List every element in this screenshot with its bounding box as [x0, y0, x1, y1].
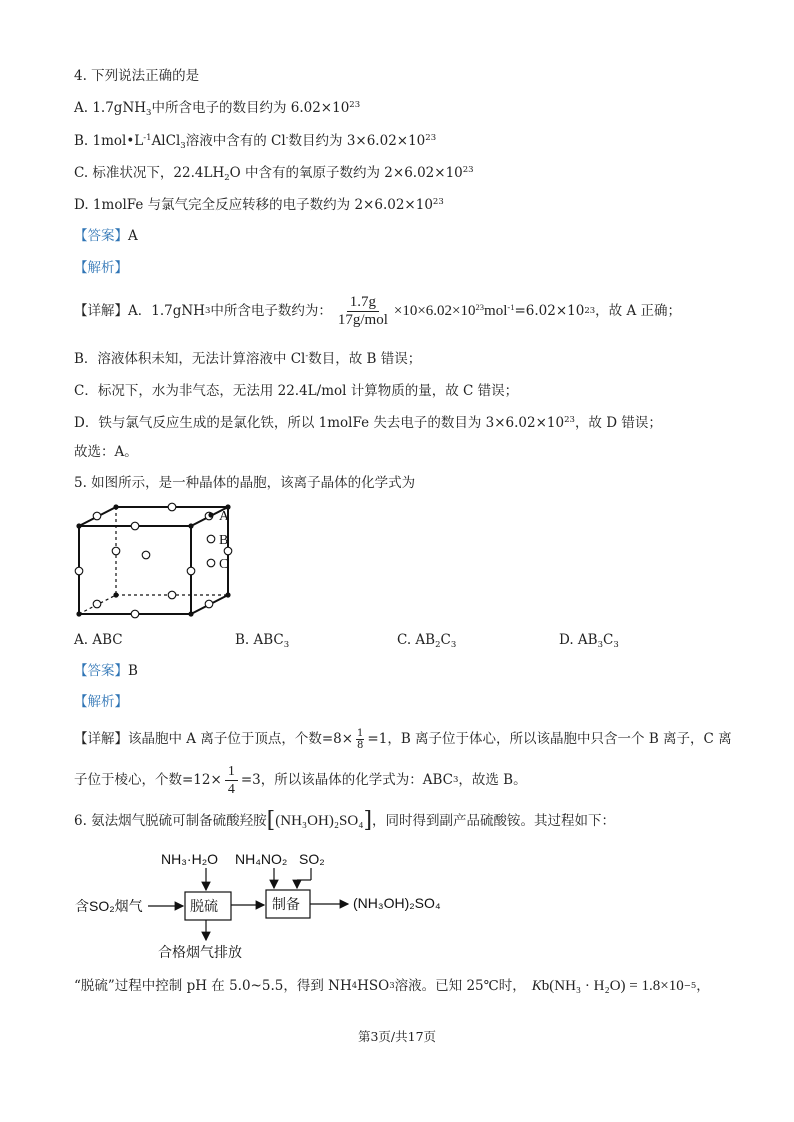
- q4-answer: 【答案】A: [74, 228, 138, 244]
- q5-analysis-tag: 【解析】: [74, 694, 128, 710]
- atom-c: [93, 512, 101, 520]
- q5-detail-1: 【详解】该晶胞中 A 离子位于顶点，个数=8× $\frac{1}{8}$ =1，B 离子位于体心，所以该晶胞中只含一个 B 离子，C 离: [74, 727, 732, 751]
- legend-b-marker: [207, 535, 215, 543]
- atom-c: [75, 567, 83, 575]
- q5-answer: 【答案】B: [74, 663, 138, 679]
- atom-a: [225, 592, 230, 597]
- page-footer: 第3页/共17页: [357, 1029, 437, 1044]
- q4-analysis-tag: 【解析】: [74, 260, 128, 276]
- atom-c: [187, 567, 195, 575]
- atom-a: [113, 592, 118, 597]
- atom-c: [205, 600, 213, 608]
- q4-detail-d: D．铁与氯气反应生成的是氯化铁，所以 1molFe 失去电子的数目为 $3\times 6.02\times 10^{23}$，故 D 错误；: [74, 415, 662, 431]
- q6-condition: “脱硫”过程中控制 pH 在 5.0~5.5，得到 NH 4 HSO 3 溶液。已知 25℃时， K b (NH₃ · H₂O) = 1.8×10 −5 ，: [74, 978, 710, 994]
- q5-stem: 5. 如图所示，是一种晶体的晶胞，该离子晶体的化学式为: [74, 475, 416, 491]
- q4-stem: 4. 下列说法正确的是: [74, 68, 200, 84]
- crystal-legend: [204, 506, 244, 574]
- q4-detail-b: B．溶液体积未知，无法计算溶液中 Cl-数目，故 B 错误；: [74, 351, 422, 367]
- q6-stem: 6. 氨法烟气脱硫可制备硫酸羟胺 [ (NH₃OH)₂SO₄ ] ，同时得到副产品硫酸铵。其过程如下：: [74, 808, 616, 833]
- q5-detail-2: 子位于棱心，个数=12× $\frac{1}{4}$ =3，所以该晶体的化学式为：ABC 3 ，故选 B。: [74, 763, 527, 797]
- input-ammonia-water: NH₃·H₂O: [161, 851, 219, 867]
- fraction-one-eighth: $\frac{1}{8}$: [357, 727, 364, 751]
- box-preparation-label: 制备: [272, 897, 300, 913]
- q4-detail-c: C．标况下，水为非气态，无法用 22.4L/mol 计算物质的量，故 C 错误；: [74, 383, 519, 399]
- desulfurization-flowchart: [70, 840, 490, 968]
- legend-c-marker: [207, 559, 215, 567]
- box-desulfurization-label: 脱硫: [190, 899, 218, 915]
- legend-a-marker: [208, 512, 213, 517]
- q4-conclusion: 故选：A。: [74, 444, 138, 460]
- atom-b: [142, 551, 150, 559]
- q5-option-c: C. $AB_2C_3$: [397, 632, 457, 650]
- q5-option-b: B. $ABC_3$: [235, 632, 290, 650]
- product-label: (NH₃OH)₂SO₄: [353, 895, 441, 911]
- legend-b-label: B: [219, 533, 229, 548]
- source-flue-gas: 含SO₂烟气: [75, 898, 143, 914]
- atom-a: [188, 523, 193, 528]
- q4-option-d: D. 1molFe 与氯气完全反应转移的电子数约为 $2\times 6.02\times 10^{23}$: [74, 197, 444, 213]
- legend-a-label: A: [219, 509, 230, 524]
- q4-fraction: $\frac{1.7g}{\text{17g/mol}}$: [337, 293, 388, 328]
- atom-c: [93, 600, 101, 608]
- atom-a: [76, 523, 81, 528]
- exhaust-label: 合格烟气排放: [158, 945, 242, 961]
- q5-option-a: A. ABC: [74, 632, 123, 648]
- q4-option-b: B. $1mol•L^{-1}AlCl_3$溶液中含有的 Cl-数目约为 $3\times 6.02\times 10^{23}$: [74, 133, 437, 151]
- atom-a: [113, 504, 118, 509]
- q4-option-c: C. 标准状况下，$22.4LH_2O$ 中含有的氧原子数约为 $2\times 6.02\times 10^{23}$: [74, 165, 474, 183]
- input-ammonium-nitrite: NH₄NO₂: [235, 851, 288, 867]
- q4-detail-a: 【详解】A．1.7gNH 3 中所含电子数约为： $\frac{1.7g}{\text{17g/mol}}$ $\times 10\times 6.02\times 10^{23}mol^{-1}$ =6.02×10 23 ，故 A 正确；: [74, 293, 682, 328]
- atom-c: [168, 591, 176, 599]
- atom-a: [76, 611, 81, 616]
- atom-c: [168, 503, 176, 511]
- atom-c: [131, 610, 139, 618]
- input-sulfur-dioxide: SO₂: [299, 851, 325, 867]
- fraction-one-quarter: $\frac{1}{4}$: [225, 763, 238, 798]
- q5-option-d: D. $AB_3C_3$: [559, 632, 619, 650]
- atom-c: [112, 547, 120, 555]
- legend-c-label: C: [219, 557, 229, 572]
- atom-a: [188, 611, 193, 616]
- atom-c: [131, 522, 139, 530]
- q4-option-a: A. 1.7gNH$_3$中所含电子的数目约为 $6.02\times 10^{23}$: [74, 100, 361, 118]
